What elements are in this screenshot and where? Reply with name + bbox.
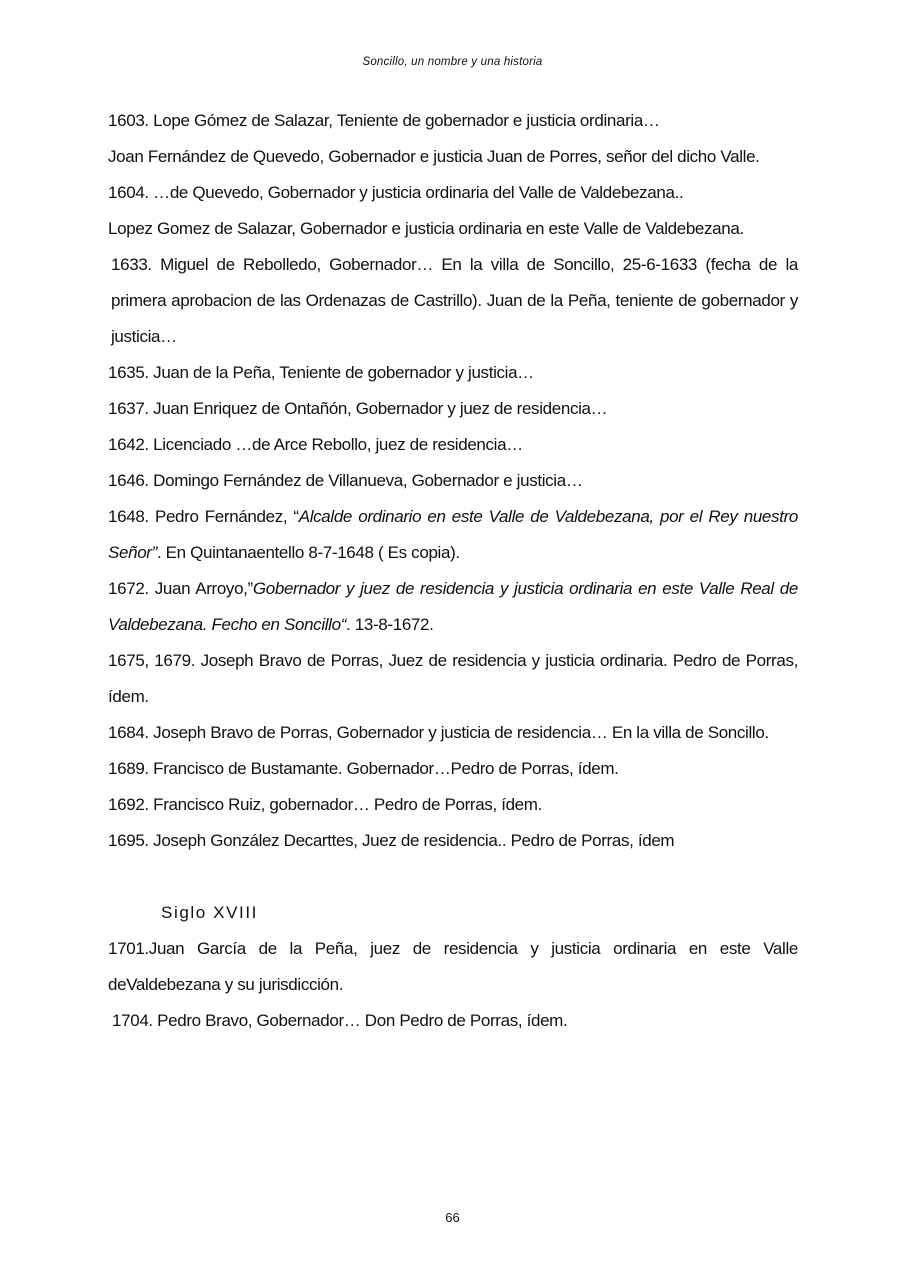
entry-1648-tail: . En Quintanaentello 8-7-1648 ( Es copia). [156, 543, 460, 562]
entry-1603-continued: Joan Fernández de Quevedo, Gobernador e justicia Juan de Porres, señor del dicho Valle. [108, 147, 760, 166]
section-heading: Siglo XVIII [161, 903, 258, 922]
entry-1604-continued: Lopez Gomez de Salazar, Gobernador e justicia ordinaria en este Valle de Valdebezana. [108, 219, 744, 238]
entry-1635: 1635. Juan de la Peña, Teniente de gobernador y justicia… [108, 363, 534, 382]
entry-1695: 1695. Joseph González Decarttes, Juez de residencia.. Pedro de Porras, ídem [108, 831, 675, 850]
entry-1648 [108, 499, 798, 571]
entry-1646: 1646. Domingo Fernández de Villanueva, Gobernador e justicia… [108, 471, 583, 490]
entry-1692: 1692. Francisco Ruiz, gobernador… Pedro de Porras, ídem. [108, 795, 542, 814]
entry-1633: 1633. Miguel de Rebolledo, Gobernador… En la villa de Soncillo, 25-6-1633 (fecha de la primera aprobacion de las Ordenazas de Castrillo). Juan de la Peña, teniente de gobernador y justicia… [111, 255, 798, 346]
entry-1672-tail: . 13-8-1672. [346, 615, 434, 634]
entry-1704: 1704. Pedro Bravo, Gobernador… Don Pedro de Porras, ídem. [112, 1011, 568, 1030]
entry-1603: 1603. Lope Gómez de Salazar, Teniente de gobernador e justicia ordinaria… [108, 111, 660, 130]
entry-1672 [108, 571, 798, 643]
entry-1689: 1689. Francisco de Bustamante. Gobernador…Pedro de Porras, ídem. [108, 759, 619, 778]
document-body [108, 103, 798, 1039]
page-number: 66 [445, 1210, 460, 1225]
entry-1648-quote: Alcalde ordinario en este Valle de Valdebezana, por el Rey nuestro Señor” [108, 507, 798, 562]
entry-1604: 1604. …de Quevedo, Gobernador y justicia ordinaria del Valle de Valdebezana.. [108, 183, 684, 202]
entry-1672-text: 1672. Juan Arroyo,” [108, 579, 253, 598]
running-header: Soncillo, un nombre y una historia [362, 56, 543, 68]
entry-1701: 1701.Juan García de la Peña, juez de residencia y justicia ordinaria en este Valle deValdebezana y su jurisdicción. [108, 939, 798, 994]
entry-1672-quote: Gobernador y juez de residencia y justicia ordinaria en este Valle Real de Valdebezana. Fecho en Soncillo“ [108, 579, 798, 634]
entry-1675: 1675, 1679. Joseph Bravo de Porras, Juez de residencia y justicia ordinaria. Pedro de Porras, ídem. [108, 651, 798, 706]
entry-1637: 1637. Juan Enriquez de Ontañón, Gobernador y juez de residencia… [108, 399, 608, 418]
entry-1684: 1684. Joseph Bravo de Porras, Gobernador y justicia de residencia… En la villa de Soncillo. [108, 723, 769, 742]
entry-1642: 1642. Licenciado …de Arce Rebollo, juez de residencia… [108, 435, 523, 454]
entry-1648-text: 1648. Pedro Fernández, “ [108, 507, 299, 526]
